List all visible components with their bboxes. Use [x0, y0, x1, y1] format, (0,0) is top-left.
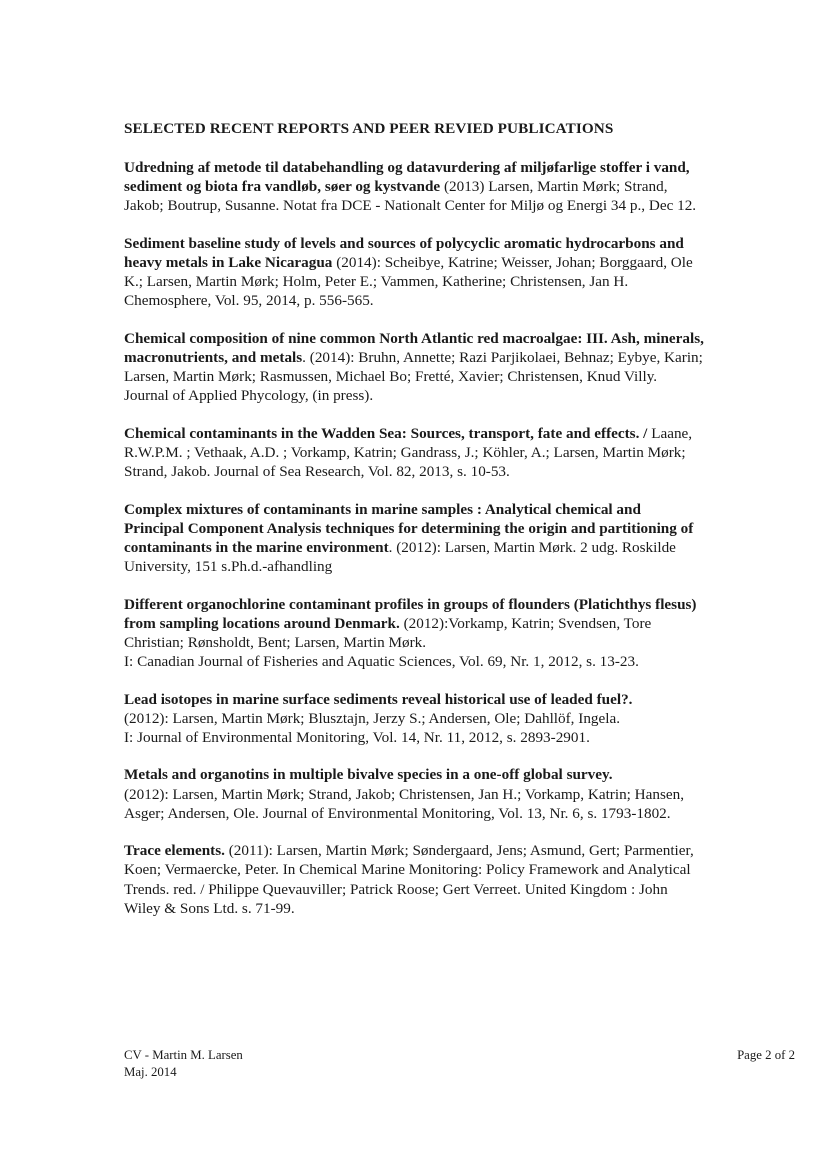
publication-journal: I: Canadian Journal of Fisheries and Aquatic Sciences, Vol. 69, Nr. 1, 2012, s. 13-23. [124, 653, 639, 671]
publication-details: (2011): Larsen, Martin Mørk; Søndergaard, Jens; Asmund, Gert; Parmentier, Koen; Vermaercke, Peter. In Chemical Marine Monitoring: Policy Framework and Analytical Trends. red. / Philippe Quevauviller; Patrick Roose; Gert Verreet. United Kingdom : John Wiley & Sons Ltd. s. 71-99. [124, 842, 694, 917]
page-number: Page 2 of 2 [737, 1048, 795, 1062]
section-heading: SELECTED RECENT REPORTS AND PEER REVIED PUBLICATIONS [124, 120, 614, 137]
publications-section [124, 119, 704, 936]
publication-item [124, 424, 704, 482]
publication-details: (2012): Larsen, Martin Mørk; Strand, Jakob; Christensen, Jan H.; Vorkamp, Katrin; Hansen, Asger; Andersen, Ole. Journal of Environmental Monitoring, Vol. 13, Nr. 6, s. 1793-1802. [124, 785, 685, 822]
footer-author-block [124, 1047, 243, 1080]
publication-details: (2014): Scheibye, Katrine; Weisser, Johan; Borggaard, Ole K.; Larsen, Martin Mørk; Holm, Peter E.; Vammen, Katherine; Christensen, Jan H. Chemosphere, Vol. 95, 2014, p. 556-565. [124, 254, 693, 310]
publication-item [124, 329, 704, 406]
publication-title: Udredning af metode til databehandling og datavurdering af miljøfarlige stoffer i vand, sediment og biota fra vandløb, søer og kystvande [124, 159, 690, 196]
publication-item [124, 500, 704, 577]
publication-item [124, 158, 704, 216]
publication-title: Chemical contaminants in the Wadden Sea: Sources, transport, fate and effects. / [124, 424, 648, 442]
publication-journal: I: Journal of Environmental Monitoring, Vol. 14, Nr. 11, 2012, s. 2893-2901. [124, 729, 590, 746]
publication-details: . (2014): Bruhn, Annette; Razi Parjikolaei, Behnaz; Eybye, Karin; Larsen, Martin Mørk; Rasmussen, Michael Bo; Fretté, Xavier; Christensen, Knud Villy. Journal of Applied Phycology, (in press). [124, 349, 703, 405]
publication-title: Sediment baseline study of levels and sources of polycyclic aromatic hydrocarbons and heavy metals in Lake Nicaragua [124, 234, 684, 271]
footer-date: Maj. 2014 [124, 1064, 177, 1079]
publication-details: . (2012): Larsen, Martin Mørk. 2 udg. Roskilde University, 151 s.Ph.d.-afhandling [124, 539, 676, 576]
publication-title: Chemical composition of nine common North Atlantic red macroalgae: III. Ash, minerals, macronutrients, and metals [124, 329, 704, 366]
publication-details: (2013) Larsen, Martin Mørk; Strand, Jakob; Boutrup, Susanne. Notat fra DCE - Nationalt Center for Miljø og Energi 34 p., Dec 12. [124, 178, 697, 215]
footer-author: CV - Martin M. Larsen [124, 1048, 243, 1062]
publication-details: (2012):Vorkamp, Katrin; Svendsen, Tore Christian; Rønsholdt, Bent; Larsen, Martin Mørk. [124, 614, 652, 651]
publication-item [124, 841, 704, 918]
publication-details: (2012): Larsen, Martin Mørk; Blusztajn, Jerzy S.; Andersen, Ole; Dahllöf, Ingela. [124, 709, 621, 727]
publication-title: Complex mixtures of contaminants in marine samples : Analytical chemical and Principal Component Analysis techniques for determining the origin and partitioning of contaminants in the marine environment [124, 500, 694, 556]
publication-item [124, 690, 704, 748]
publication-details: Laane, R.W.P.M. ; Vethaak, A.D. ; Vorkamp, Katrin; Gandrass, J.; Köhler, A.; Larsen, Martin Mørk; Strand, Jakob. Journal of Sea Research, Vol. 82, 2013, s. 10-53. [124, 424, 693, 481]
publication-title: Trace elements. [124, 842, 225, 860]
publication-item [124, 765, 704, 823]
publication-item [124, 595, 704, 672]
publication-title: Metals and organotins in multiple bivalve species in a one-off global survey. [124, 766, 613, 784]
publication-title: Different organochlorine contaminant profiles in groups of flounders (Platichthys flesus) from sampling locations around Denmark. [124, 595, 697, 632]
publication-title: Lead isotopes in marine surface sediments reveal historical use of leaded fuel?. [124, 690, 633, 708]
publication-item [124, 234, 704, 311]
